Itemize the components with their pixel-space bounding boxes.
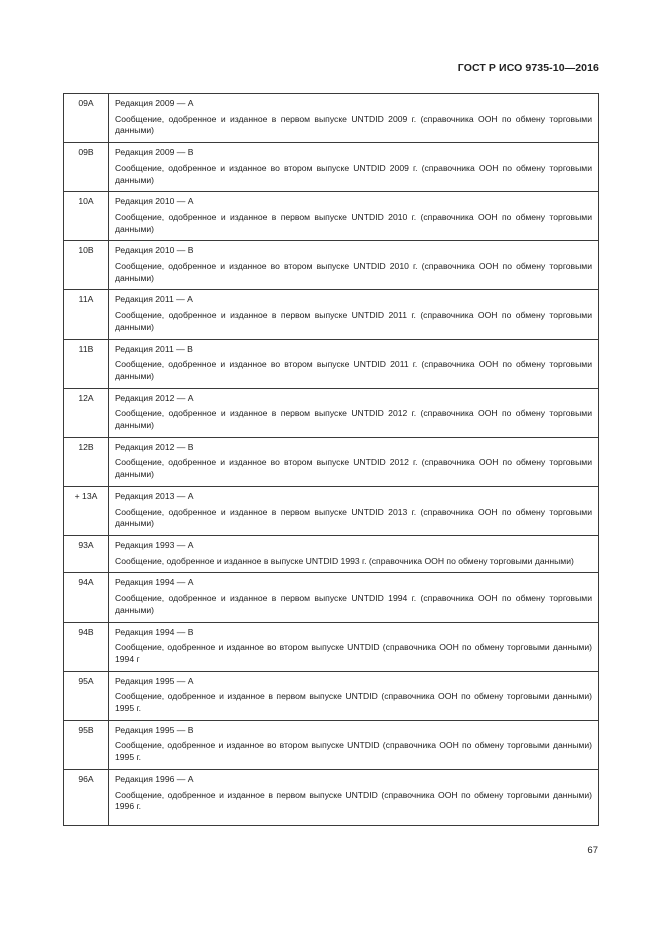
table-row — [64, 720, 599, 769]
description-cell — [109, 573, 599, 622]
row-title: Редакция 2010 — А — [115, 196, 194, 207]
row-title: Редакция 1995 — В — [115, 724, 194, 735]
row-title: Редакция 2009 — В — [115, 147, 194, 158]
row-title: Редакция 2011 — В — [115, 343, 193, 354]
table-row — [64, 535, 599, 572]
description-cell — [109, 671, 599, 720]
table-row — [64, 769, 599, 825]
row-text: Сообщение, одобренное и изданное во втором выпуске UNTDID 2012 г. (справочника ООН по обмену торговыми данными) — [115, 457, 592, 480]
code-cell: 12B — [64, 437, 109, 486]
code-cell: 95B — [64, 720, 109, 769]
code-cell: 11B — [64, 339, 109, 388]
row-title: Редакция 2012 — А — [115, 392, 194, 403]
description-cell — [109, 437, 599, 486]
code-cell: 10A — [64, 192, 109, 241]
table-row — [64, 143, 599, 192]
table-row — [64, 192, 599, 241]
code-cell: 09B — [64, 143, 109, 192]
code-cell: 11A — [64, 290, 109, 339]
code-cell: 96A — [64, 769, 109, 825]
version-codes-table — [63, 93, 599, 826]
row-title: Редакция 1994 — В — [115, 626, 194, 637]
code-cell: + 13A — [64, 486, 109, 535]
row-text: Сообщение, одобренное и изданное во втором выпуске UNTDID (справочника ООН по обмену торговыми данными) 1995 г. — [115, 740, 592, 763]
code-cell: 95A — [64, 671, 109, 720]
description-cell — [109, 535, 599, 572]
description-cell — [109, 143, 599, 192]
table-row — [64, 290, 599, 339]
row-text: Сообщение, одобренное и изданное во втором выпуске UNTDID 2009 г. (справочника ООН по обмену торговыми данными) — [115, 162, 592, 185]
code-cell: 93A — [64, 535, 109, 572]
standard-header: ГОСТ Р ИСО 9735-10—2016 — [457, 62, 599, 74]
row-text: Сообщение, одобренное и изданное во втором выпуске UNTDID 2011 г. (справочника ООН по обмену торговыми данными) — [115, 359, 592, 381]
code-cell: 10B — [64, 241, 109, 290]
table-row — [64, 437, 599, 486]
code-cell: 94A — [64, 573, 109, 622]
description-cell — [109, 290, 599, 339]
row-title: Редакция 1994 — А — [115, 577, 194, 588]
table-row — [64, 388, 599, 437]
description-cell — [109, 388, 599, 437]
row-text: Сообщение, одобренное и изданное в первом выпуске UNTDID (справочника ООН по обмену торговыми данными) 1995 г. — [115, 691, 592, 714]
table-row — [64, 573, 599, 622]
description-cell — [109, 769, 599, 825]
row-text: Сообщение, одобренное и изданное в выпуске UNTDID 1993 г. (справочника ООН по обмену торговыми данными) — [115, 555, 574, 566]
description-cell — [109, 94, 599, 143]
row-text: Сообщение, одобренное и изданное во втором выпуске UNTDID 2010 г. (справочника ООН по обмену торговыми данными) — [115, 261, 592, 283]
table-row — [64, 671, 599, 720]
description-cell — [109, 720, 599, 769]
code-cell: 94B — [64, 622, 109, 671]
row-text: Сообщение, одобренное и изданное в первом выпуске UNTDID 2013 г. (справочника ООН по обмену торговыми данными) — [115, 506, 592, 529]
table-row — [64, 94, 599, 143]
row-text: Сообщение, одобренное и изданное в первом выпуске UNTDID (справочника ООН по обмену торговыми данными) 1996 г. — [115, 789, 592, 812]
row-title: Редакция 1996 — А — [115, 773, 194, 784]
row-text: Сообщение, одобренное и изданное во втором выпуске UNTDID (справочника ООН по обмену торговыми данными) 1994 г — [115, 642, 592, 664]
code-cell: 09A — [64, 94, 109, 143]
row-title: Редакция 2011 — А — [115, 294, 193, 305]
table-row — [64, 241, 599, 290]
description-cell — [109, 241, 599, 290]
table-row — [64, 486, 599, 535]
row-title: Редакция 2013 — А — [115, 490, 194, 501]
row-title: Редакция 2010 — В — [115, 245, 194, 256]
row-title: Редакция 1993 — А — [115, 539, 194, 550]
description-cell — [109, 339, 599, 388]
row-text: Сообщение, одобренное и изданное в первом выпуске UNTDID 2010 г. (справочника ООН по обмену торговыми данными) — [115, 211, 592, 234]
description-cell — [109, 486, 599, 535]
row-text: Сообщение, одобренное и изданное в первом выпуске UNTDID 2011 г. (справочника ООН по обмену торговыми данными) — [115, 310, 592, 332]
row-title: Редакция 2009 — А — [115, 98, 194, 108]
code-cell: 12A — [64, 388, 109, 437]
table-row — [64, 339, 599, 388]
table-row — [64, 622, 599, 671]
row-title: Редакция 2012 — В — [115, 441, 194, 452]
row-text: Сообщение, одобренное и изданное в первом выпуске UNTDID 1994 г. (справочника ООН по обмену торговыми данными) — [115, 593, 592, 615]
row-text: Сообщение, одобренное и изданное в первом выпуске UNTDID 2012 г. (справочника ООН по обмену торговыми данными) — [115, 408, 592, 431]
row-title: Редакция 1995 — А — [115, 675, 194, 686]
page-number: 67 — [587, 845, 598, 856]
row-text: Сообщение, одобренное и изданное в первом выпуске UNTDID 2009 г. (справочника ООН по обмену торговыми данными) — [115, 113, 592, 136]
description-cell — [109, 192, 599, 241]
description-cell — [109, 622, 599, 671]
